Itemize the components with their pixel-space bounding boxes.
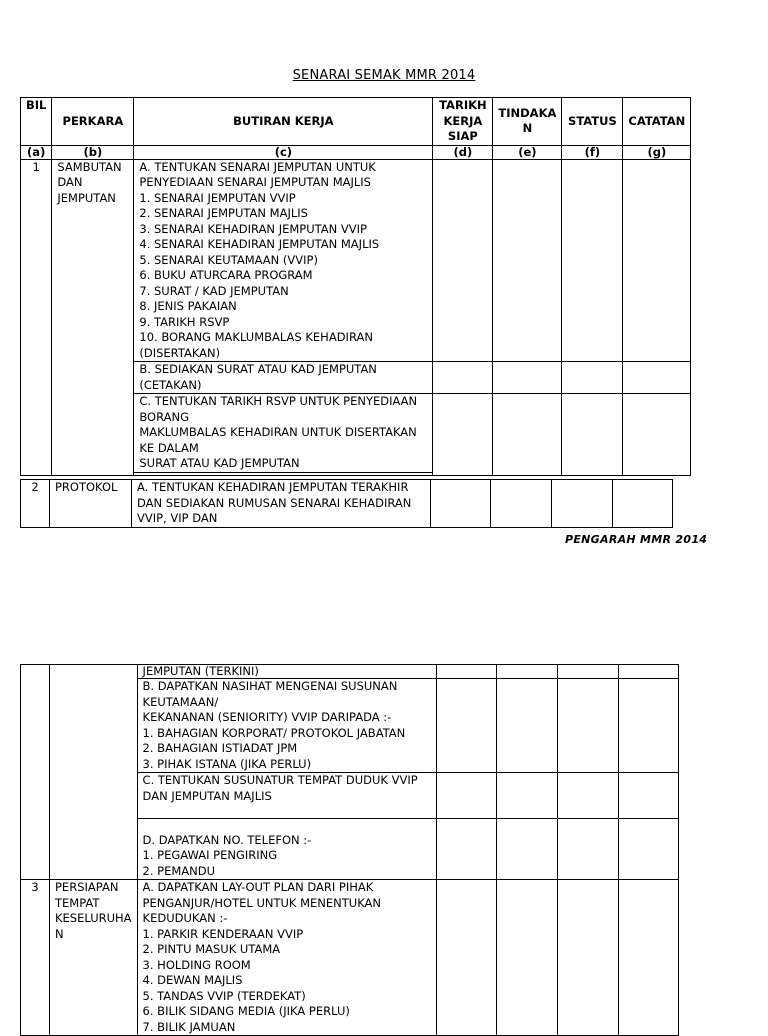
item1-a-tindakan[interactable] bbox=[493, 159, 562, 362]
item2-a-tindakan[interactable] bbox=[491, 480, 552, 528]
item1-a-catatan[interactable] bbox=[623, 159, 691, 362]
item1-b-tarikh[interactable] bbox=[433, 362, 493, 394]
item2-c-catatan[interactable] bbox=[618, 773, 678, 819]
item2-task-b: B. DAPATKAN NASIHAT MENGENAI SUSUNAN KEUTAMAAN/ KEKANANAN (SENIORITY) VVIP DARIPADA :- 1. BAHAGIAN KORPORAT/ PROTOKOL JABATAN 2. BAHAGIAN ISTIADAT JPM 3. PIHAK ISTANA (JIKA PERLU) bbox=[137, 679, 436, 773]
item2-perkara: PROTOKOL bbox=[50, 480, 132, 528]
document-title: SENARAI SEMAK MMR 2014 bbox=[292, 68, 476, 83]
item2-c-status[interactable] bbox=[557, 773, 618, 819]
letter-b: (b) bbox=[52, 145, 134, 159]
item1-a-tarikh[interactable] bbox=[433, 159, 493, 362]
item2-b-status[interactable] bbox=[557, 679, 618, 773]
letter-c: (c) bbox=[134, 145, 433, 159]
item1-c-tindakan[interactable] bbox=[493, 394, 562, 476]
item1-bil: 1 bbox=[21, 159, 52, 475]
item1-c-tarikh[interactable] bbox=[433, 394, 493, 476]
item2-b-catatan[interactable] bbox=[618, 679, 678, 773]
item2-a-status[interactable] bbox=[552, 480, 613, 528]
item1-c-catatan[interactable] bbox=[623, 394, 691, 476]
item2-task-d: D. DAPATKAN NO. TELEFON :- 1. PEGAWAI PENGIRING 2. PEMANDU bbox=[137, 819, 436, 880]
item2-bil: 2 bbox=[21, 480, 50, 528]
item2-task-c: C. TENTUKAN SUSUNATUR TEMPAT DUDUK VVIP DAN JEMPUTAN MAJLIS bbox=[137, 773, 436, 819]
item2-d-tarikh[interactable] bbox=[436, 819, 496, 880]
item2-c-tarikh[interactable] bbox=[436, 773, 496, 819]
letter-a: (a) bbox=[21, 145, 52, 159]
header-tarikh: TARIKH KERJA SIAP bbox=[433, 98, 493, 146]
header-status: STATUS bbox=[562, 98, 623, 146]
item3-a-tarikh[interactable] bbox=[436, 880, 496, 1036]
header-butiran: BUTIRAN KERJA bbox=[134, 98, 433, 146]
item1-task-a: A. TENTUKAN SENARAI JEMPUTAN UNTUK PENYEDIAAN SENARAI JEMPUTAN MAJLIS 1. SENARAI JEMPUTAN VVIP 2. SENARAI JEMPUTAN MAJLIS 3. SENARAI KEHADIRAN JEMPUTAN VVIP 4. SENARAI KEHADIRAN JEMPUTAN MAJLIS 5. SENARAI KEUTAMAAN (VVIP) 6. BUKU ATURCARA PROGRAM 7. SURAT / KAD JEMPUTAN 8. JENIS PAKAIAN 9. TARIKH RSVP 10. BORANG MAKLUMBALAS KEHADIRAN (DISERTAKAN) bbox=[134, 159, 433, 362]
header-bil: BIL bbox=[21, 98, 52, 146]
item2-b-tarikh[interactable] bbox=[436, 679, 496, 773]
item3-task-a: A. DAPATKAN LAY-OUT PLAN DARI PIHAK PENGANJUR/HOTEL UNTUK MENENTUKAN KEDUDUKAN :- 1. PARKIR KENDERAAN VVIP 2. PINTU MASUK UTAMA 3. HOLDING ROOM 4. DEWAN MAJLIS 5. TANDAS VVIP (TERDEKAT) 6. BILIK SIDANG MEDIA (JIKA PERLU) 7. BILIK JAMUAN bbox=[137, 880, 436, 1036]
item1-task-b: B. SEDIAKAN SURAT ATAU KAD JEMPUTAN (CETAKAN) bbox=[134, 362, 433, 394]
item3-perkara: PERSIAPAN TEMPAT KESELURUHA N bbox=[50, 880, 138, 1036]
item3-a-status[interactable] bbox=[557, 880, 618, 1036]
item2-a-tarikh[interactable] bbox=[431, 480, 491, 528]
item1-b-tindakan[interactable] bbox=[493, 362, 562, 394]
letter-e: (e) bbox=[493, 145, 562, 159]
item2-b-tindakan[interactable] bbox=[496, 679, 557, 773]
item2-d-catatan[interactable] bbox=[618, 819, 678, 880]
item2-bil-cont bbox=[21, 665, 50, 880]
checklist-table-page2 bbox=[20, 664, 679, 1036]
item1-perkara: SAMBUTAN DAN JEMPUTAN bbox=[52, 159, 134, 475]
item2-a-catatan[interactable] bbox=[613, 480, 673, 528]
checklist-table-top bbox=[20, 97, 691, 476]
header-perkara: PERKARA bbox=[52, 98, 134, 146]
item1-task-c: C. TENTUKAN TARIKH RSVP UNTUK PENYEDIAAN BORANG MAKLUMBALAS KEHADIRAN UNTUK DISERTAKAN KE DALAM SURAT ATAU KAD JEMPUTAN bbox=[134, 394, 433, 473]
item2-a-cont-tarikh[interactable] bbox=[436, 665, 496, 679]
header-tindakan: TINDAKA N bbox=[493, 98, 562, 146]
item2-d-status[interactable] bbox=[557, 819, 618, 880]
letter-d: (d) bbox=[433, 145, 493, 159]
item2-c-tindakan[interactable] bbox=[496, 773, 557, 819]
letter-f: (f) bbox=[562, 145, 623, 159]
item1-c-status[interactable] bbox=[562, 394, 623, 476]
checklist-table-item2 bbox=[20, 479, 673, 528]
header-catatan: CATATAN bbox=[623, 98, 691, 146]
item2-perkara-cont bbox=[50, 665, 138, 880]
item3-a-catatan[interactable] bbox=[618, 880, 678, 1036]
item1-a-status[interactable] bbox=[562, 159, 623, 362]
item2-a-cont-tindakan[interactable] bbox=[496, 665, 557, 679]
item2-task-a: A. TENTUKAN KEHADIRAN JEMPUTAN TERAKHIR DAN SEDIAKAN RUMUSAN SENARAI KEHADIRAN VVIP, VIP DAN bbox=[132, 480, 431, 528]
item2-a-cont-status[interactable] bbox=[557, 665, 618, 679]
letter-g: (g) bbox=[623, 145, 691, 159]
item1-b-status[interactable] bbox=[562, 362, 623, 394]
footer-signature: PENGARAH MMR 2014 bbox=[565, 533, 708, 546]
item1-b-catatan[interactable] bbox=[623, 362, 691, 394]
item2-a-cont-catatan[interactable] bbox=[618, 665, 678, 679]
item3-a-tindakan[interactable] bbox=[496, 880, 557, 1036]
item2-d-tindakan[interactable] bbox=[496, 819, 557, 880]
item1-spacer bbox=[134, 472, 433, 475]
item2-task-a-cont: JEMPUTAN (TERKINI) bbox=[137, 665, 436, 679]
item3-bil: 3 bbox=[21, 880, 50, 1036]
